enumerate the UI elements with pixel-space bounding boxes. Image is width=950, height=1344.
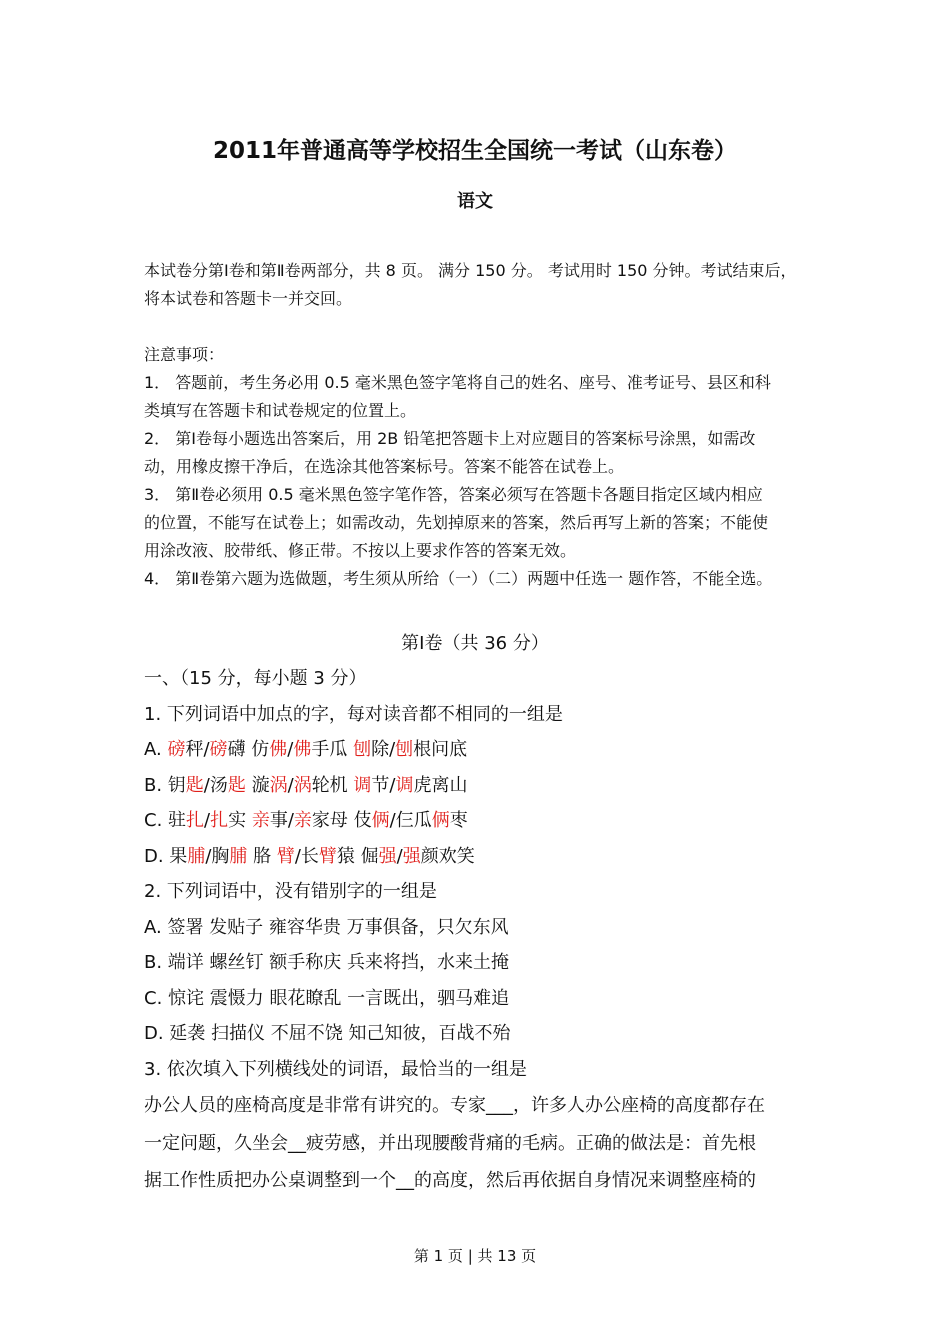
part1-title: 第Ⅰ卷（共 36 分） — [401, 633, 549, 654]
option-text: 猿 倔 — [336, 846, 379, 867]
option-text: 根问底 — [413, 739, 468, 760]
option-text: 家母 伎 — [311, 810, 372, 831]
option-text: A. — [144, 739, 168, 760]
option-text: 礴 仿 — [227, 739, 270, 760]
dotted-character: 佛 — [269, 739, 288, 760]
q1-stem: 1. 下列词语中加点的字，每对读音都不相同的一组是 — [144, 704, 563, 725]
option-text: /仨瓜 — [389, 810, 432, 831]
option-text: 颜欢笑 — [420, 846, 475, 867]
dotted-character: 强 — [402, 846, 421, 867]
dotted-character: 臂 — [276, 846, 295, 867]
dotted-character: 亲 — [293, 810, 312, 831]
intro-line: 本试卷分第Ⅰ卷和第Ⅱ卷两部分，共 8 页。 满分 150 分。 考试用时 150 分钟。考试结束后， — [144, 261, 797, 280]
dotted-character: 匙 — [227, 775, 246, 796]
q2-option-b: B. 端详 螺丝钉 额手称庆 兵来将挡，水来土掩 — [144, 952, 509, 973]
q1-option-c — [144, 809, 468, 833]
dotted-character: 扎 — [210, 810, 229, 831]
notes-heading: 注意事项： — [144, 345, 225, 364]
intro-line: 将本试卷和答题卡一并交回。 — [144, 289, 353, 308]
option-text: D. 果 — [144, 846, 188, 867]
option-text: 轮机 — [311, 775, 354, 796]
option-text: 手瓜 — [311, 739, 354, 760]
notes-line: 2． 第Ⅰ卷每小题选出答案后，用 2B 铅笔把答题卡上对应题目的答案标号涂黑，如需改 — [144, 429, 756, 448]
notes-line: 3． 第Ⅱ卷必须用 0.5 毫米黑色签字笔作答，答案必须写在答题卡各题目指定区域内相应 — [144, 485, 763, 504]
dotted-character: 刨 — [395, 739, 414, 760]
option-text: 秤/ — [185, 739, 210, 760]
option-text: / — [287, 739, 294, 760]
q3-stem: 3. 依次填入下列横线处的词语，最恰当的一组是 — [144, 1059, 527, 1080]
option-text: 枣 — [449, 810, 468, 831]
option-text: B. 钥 — [144, 775, 186, 796]
notes-line: 1． 答题前，考生务必用 0.5 毫米黑色签字笔将自己的姓名、座号、准考证号、县区和科 — [144, 373, 771, 392]
dotted-character: 俩 — [431, 810, 450, 831]
q3-passage-line: 一定问题，久坐会__疲劳感，并出现腰酸背痛的毛病。正确的做法是：首先根 — [144, 1133, 756, 1154]
q1-option-a — [144, 738, 467, 762]
dotted-character: 磅 — [209, 739, 228, 760]
q1-option-b — [144, 774, 468, 798]
option-text: 除/ — [371, 739, 396, 760]
dotted-character: 亲 — [251, 810, 270, 831]
dotted-character: 刨 — [353, 739, 372, 760]
notes-line: 4． 第Ⅱ卷第六题为选做题，考生须从所给（一）（二）两题中任选一 题作答，不能全选。 — [144, 569, 773, 588]
option-text: / — [396, 846, 403, 867]
option-text: /胸 — [205, 846, 230, 867]
dotted-character: 强 — [378, 846, 397, 867]
option-text: 事/ — [269, 810, 294, 831]
notes-line: 类填写在答题卡和试卷规定的位置上。 — [144, 401, 417, 420]
dotted-character: 涡 — [293, 775, 312, 796]
dotted-character: 涡 — [269, 775, 288, 796]
q2-option-d: D. 延袭 扫描仪 不屈不饶 知己知彼，百战不殆 — [144, 1023, 511, 1044]
option-text: /长 — [294, 846, 319, 867]
exam-title: 2011年普通高等学校招生全国统一考试（山东卷） — [212, 138, 737, 164]
section1-heading: 一、（15 分，每小题 3 分） — [144, 668, 367, 689]
option-text: / — [204, 810, 211, 831]
page-footer: 第 1 页 | 共 13 页 — [413, 1247, 537, 1265]
option-text: 虎离山 — [413, 775, 468, 796]
option-text: C. 驻 — [144, 810, 187, 831]
q2-option-a: A. 签署 发贴子 雍容华贵 万事俱备，只欠东风 — [144, 917, 509, 938]
q3-passage-line: 据工作性质把办公桌调整到一个__的高度，然后再依据自身情况来调整座椅的 — [144, 1170, 756, 1191]
option-text: /汤 — [203, 775, 228, 796]
dotted-character: 臂 — [318, 846, 337, 867]
option-text: 节/ — [371, 775, 396, 796]
dotted-character: 脯 — [187, 846, 206, 867]
subject-title: 语文 — [457, 191, 493, 212]
q2-stem: 2. 下列词语中，没有错别字的一组是 — [144, 881, 437, 902]
q2-option-c: C. 惊诧 震慑力 眼花瞭乱 一言既出，驷马难追 — [144, 988, 510, 1009]
option-text: / — [287, 775, 294, 796]
dotted-character: 调 — [395, 775, 414, 796]
dotted-character: 扎 — [186, 810, 205, 831]
q3-passage-line: 办公人员的座椅高度是非常有讲究的。专家___，许多人办公座椅的高度都存在 — [144, 1095, 765, 1116]
option-text: 实 — [228, 810, 252, 831]
option-text: 胳 — [247, 846, 277, 867]
notes-line: 用涂改液、胶带纸、修正带。不按以上要求作答的答案无效。 — [144, 541, 577, 560]
notes-line: 动，用橡皮擦干净后，在选涂其他答案标号。答案不能答在试卷上。 — [144, 457, 625, 476]
dotted-character: 佛 — [293, 739, 312, 760]
notes-line: 的位置，不能写在试卷上；如需改动，先划掉原来的答案，然后再写上新的答案；不能使 — [144, 513, 769, 532]
option-text: 漩 — [245, 775, 270, 796]
dotted-character: 匙 — [185, 775, 204, 796]
dotted-character: 俩 — [371, 810, 390, 831]
dotted-character: 调 — [353, 775, 372, 796]
dotted-character: 脯 — [229, 846, 248, 867]
q1-option-d — [144, 845, 475, 869]
dotted-character: 磅 — [167, 739, 186, 760]
